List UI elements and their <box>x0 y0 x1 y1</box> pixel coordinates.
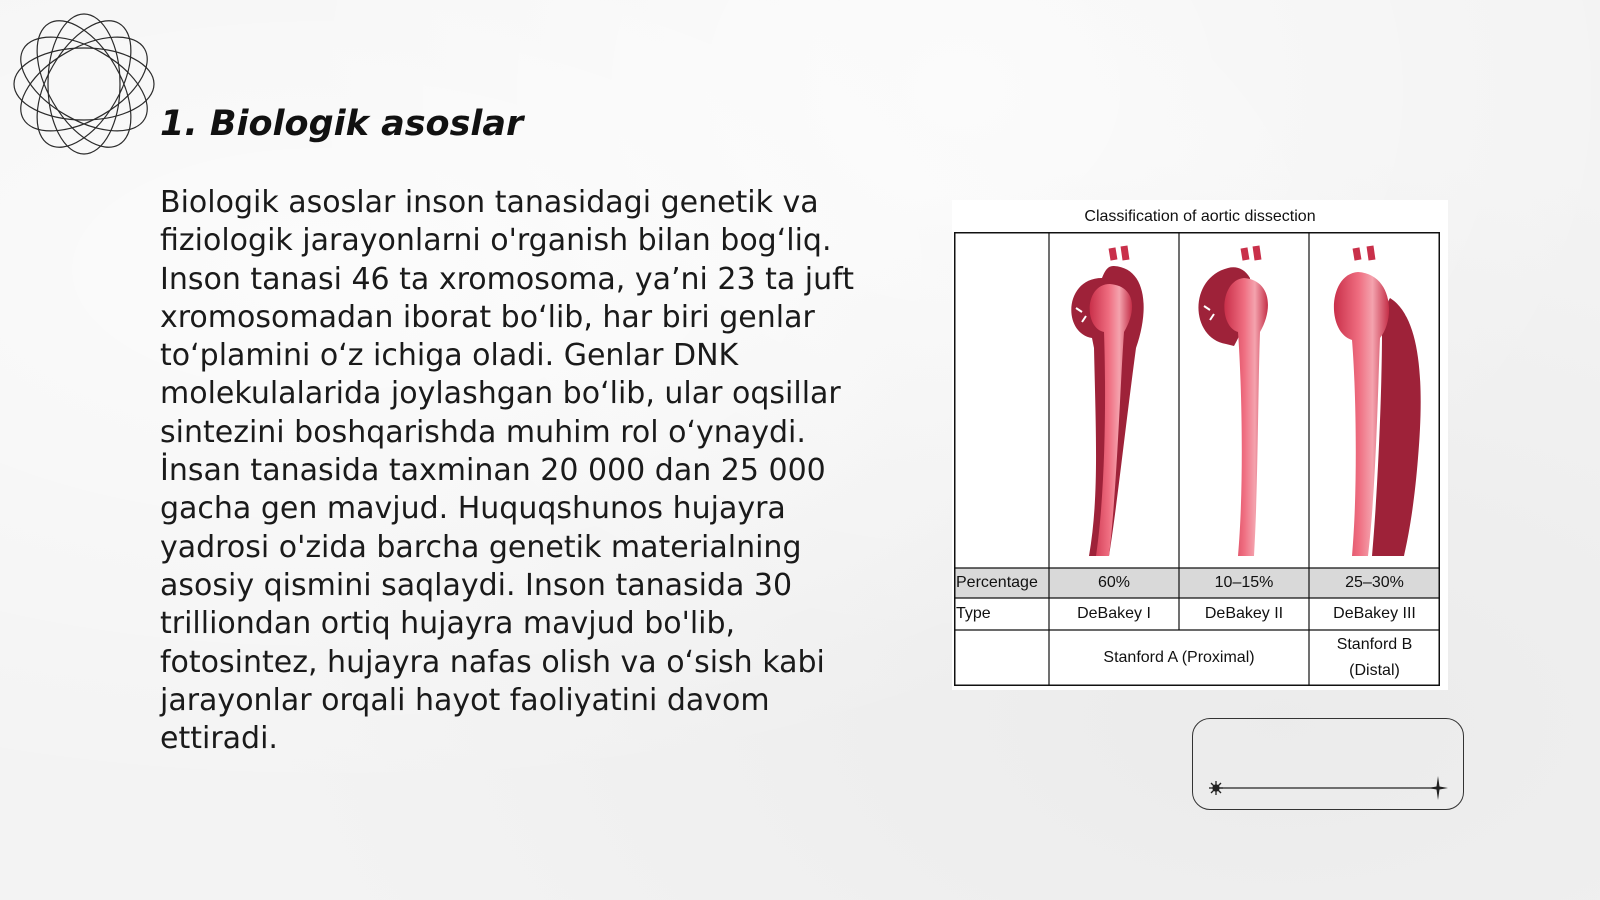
aorta-debakey-i-illustration <box>1071 246 1143 556</box>
percentage-cell: 10–15% <box>1214 574 1274 591</box>
stanford-b-line1: Stanford B <box>1336 636 1413 653</box>
type-cell: DeBakey III <box>1333 605 1416 622</box>
stanford-b-cell <box>1309 630 1440 686</box>
classification-table <box>954 232 1440 686</box>
percentage-cell: 60% <box>1097 574 1131 591</box>
circle-rosette-icon <box>10 10 158 158</box>
stanford-b-line2: (Distal) <box>1349 662 1400 679</box>
aortic-dissection-figure <box>952 200 1448 690</box>
aorta-debakey-iii-illustration <box>1334 246 1421 556</box>
type-cell: DeBakey I <box>1077 605 1151 622</box>
timeline-decoration <box>1192 718 1464 810</box>
slide-title: 1. Biologik asoslar <box>160 104 524 144</box>
percentage-row-label: Percentage <box>956 574 1038 591</box>
type-cell: DeBakey II <box>1204 605 1284 622</box>
stanford-a-cell: Stanford A (Proximal) <box>1103 649 1255 666</box>
percentage-cell: 25–30% <box>1345 574 1404 591</box>
sun-icon <box>1209 781 1223 795</box>
body-paragraph: Biologik asoslar inson tanasidagi genetik va fiziologik jarayonlarni o'rganish bilan bog‘liq. Inson tanasi 46 ta xromosoma, ya’ni 23 ta juft xromosomadan iborat bo‘lib, har biri genlar to‘plamini o‘z ichiga oladi. Genlar DNK molekulalarida joylashgan bo‘lib, ular oqsillar sintezini boshqarishda muhim rol o‘ynaydi. İnsan tanasida taxminan 20 000 dan 25 000 gacha gen mavjud. Huquqshunos hujayra yadrosi o'zida barcha genetik materialning asosiy qismini saqlaydi. Inson tanasida 30 trilliondan ortiq hujayra mavjud bo'lib, fotosintez, hujayra nafas olish va o‘sish kabi jarayonlar orqali hayot faoliyatini davom ettiradi. <box>160 185 854 757</box>
type-row-label: Type <box>956 605 991 622</box>
sparkle-icon <box>1428 776 1448 800</box>
figure-caption: Classification of aortic dissection <box>1084 208 1316 225</box>
aorta-debakey-ii-illustration <box>1199 246 1268 556</box>
